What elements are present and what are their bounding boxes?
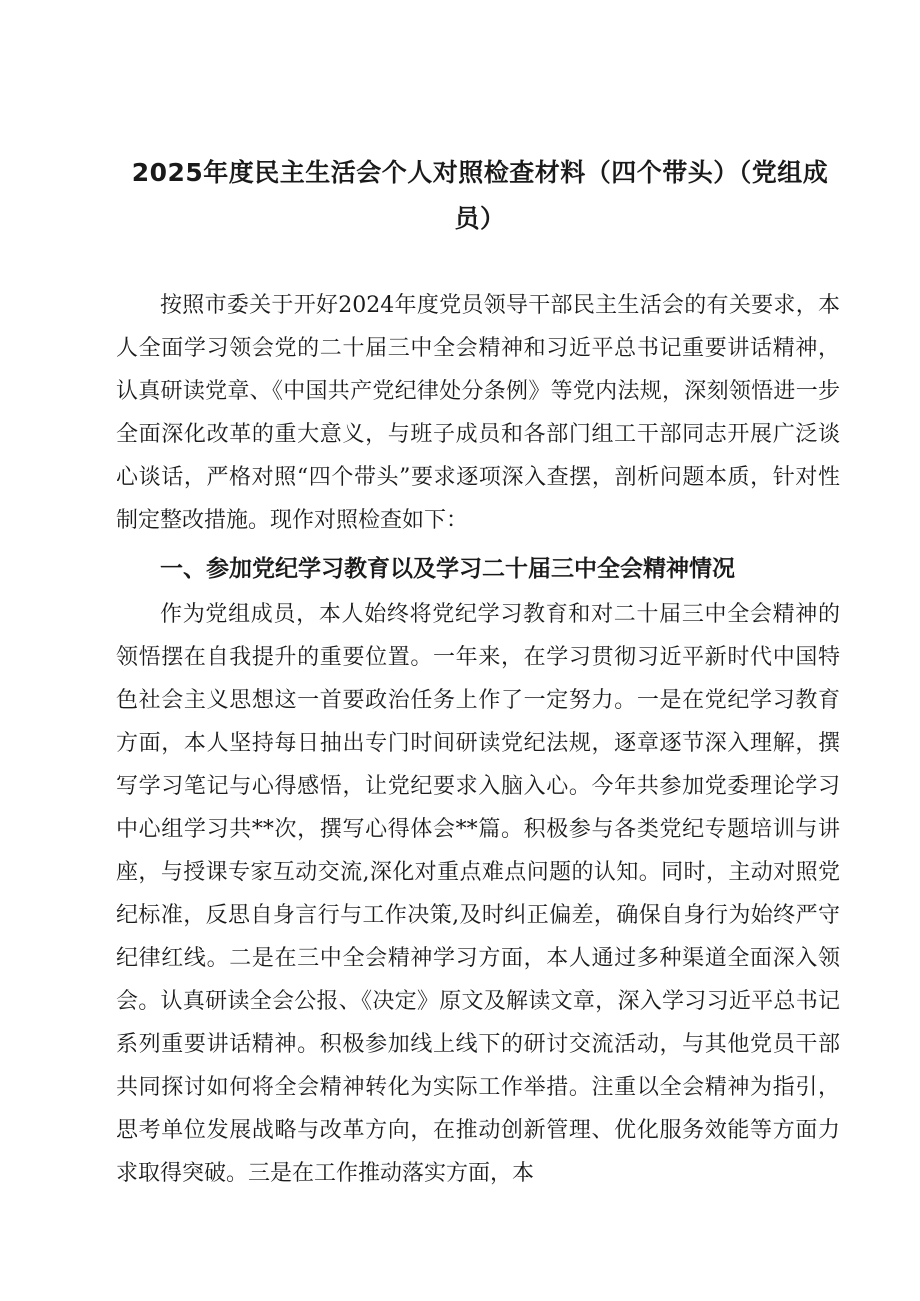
section-1-paragraph: 作为党组成员，本人始终将党纪学习教育和对二十届三中全会精神的领悟摆在自我提升的重要位置。一年来，在学习贯彻习近平新时代中国特色社会主义思想这一首要政治任务上作了一定努力。一是在党纪学习教育方面，本人坚持每日抽出专门时间研读党纪法规，逐章逐节深入理解，撰写学习笔记与心得感悟，让党纪要求入脑入心。今年共参加党委理论学习中心组学习共**次，撰写心得体会**篇。积极参与各类党纪专题培训与讲座，与授课专家互动交流,深化对重点难点问题的认知。同时，主动对照党纪标准，反思自身言行与工作决策,及时纠正偏差，确保自身行为始终严守纪律红线。二是在三中全会精神学习方面，本人通过多种渠道全面深入领会。认真研读全会公报、《决定》原文及解读文章，深入学习习近平总书记系列重要讲话精神。积极参加线上线下的研讨交流活动，与其他党员干部共同探讨如何将全会精神转化为实际工作举措。注重以全会精神为指引，思考单位发展战略与改革方向，在推动创新管理、优化服务效能等方面力求取得突破。三是在工作推动落实方面，本 xyxy=(116,602,840,1186)
document-title: 2025年度民主生活会个人对照检查材料（四个带头）（党组成员） xyxy=(131,158,829,233)
intro-paragraph: 按照市委关于开好2024年度党员领导干部民主生活会的有关要求，本人全面学习领会党的二十届三中全会精神和习近平总书记重要讲话精神，认真研读党章、《中国共产党纪律处分条例》等党内法规，深刻领悟进一步全面深化改革的重大意义，与班子成员和各部门组工干部同志开展广泛谈心谈话，严格对照“四个带头”要求逐项深入查摆，剖析问题本质，针对性制定整改措施。现作对照检查如下： xyxy=(116,293,840,533)
section-heading-1: 一、参加党纪学习教育以及学习二十届三中全会精神情况 xyxy=(160,556,735,582)
